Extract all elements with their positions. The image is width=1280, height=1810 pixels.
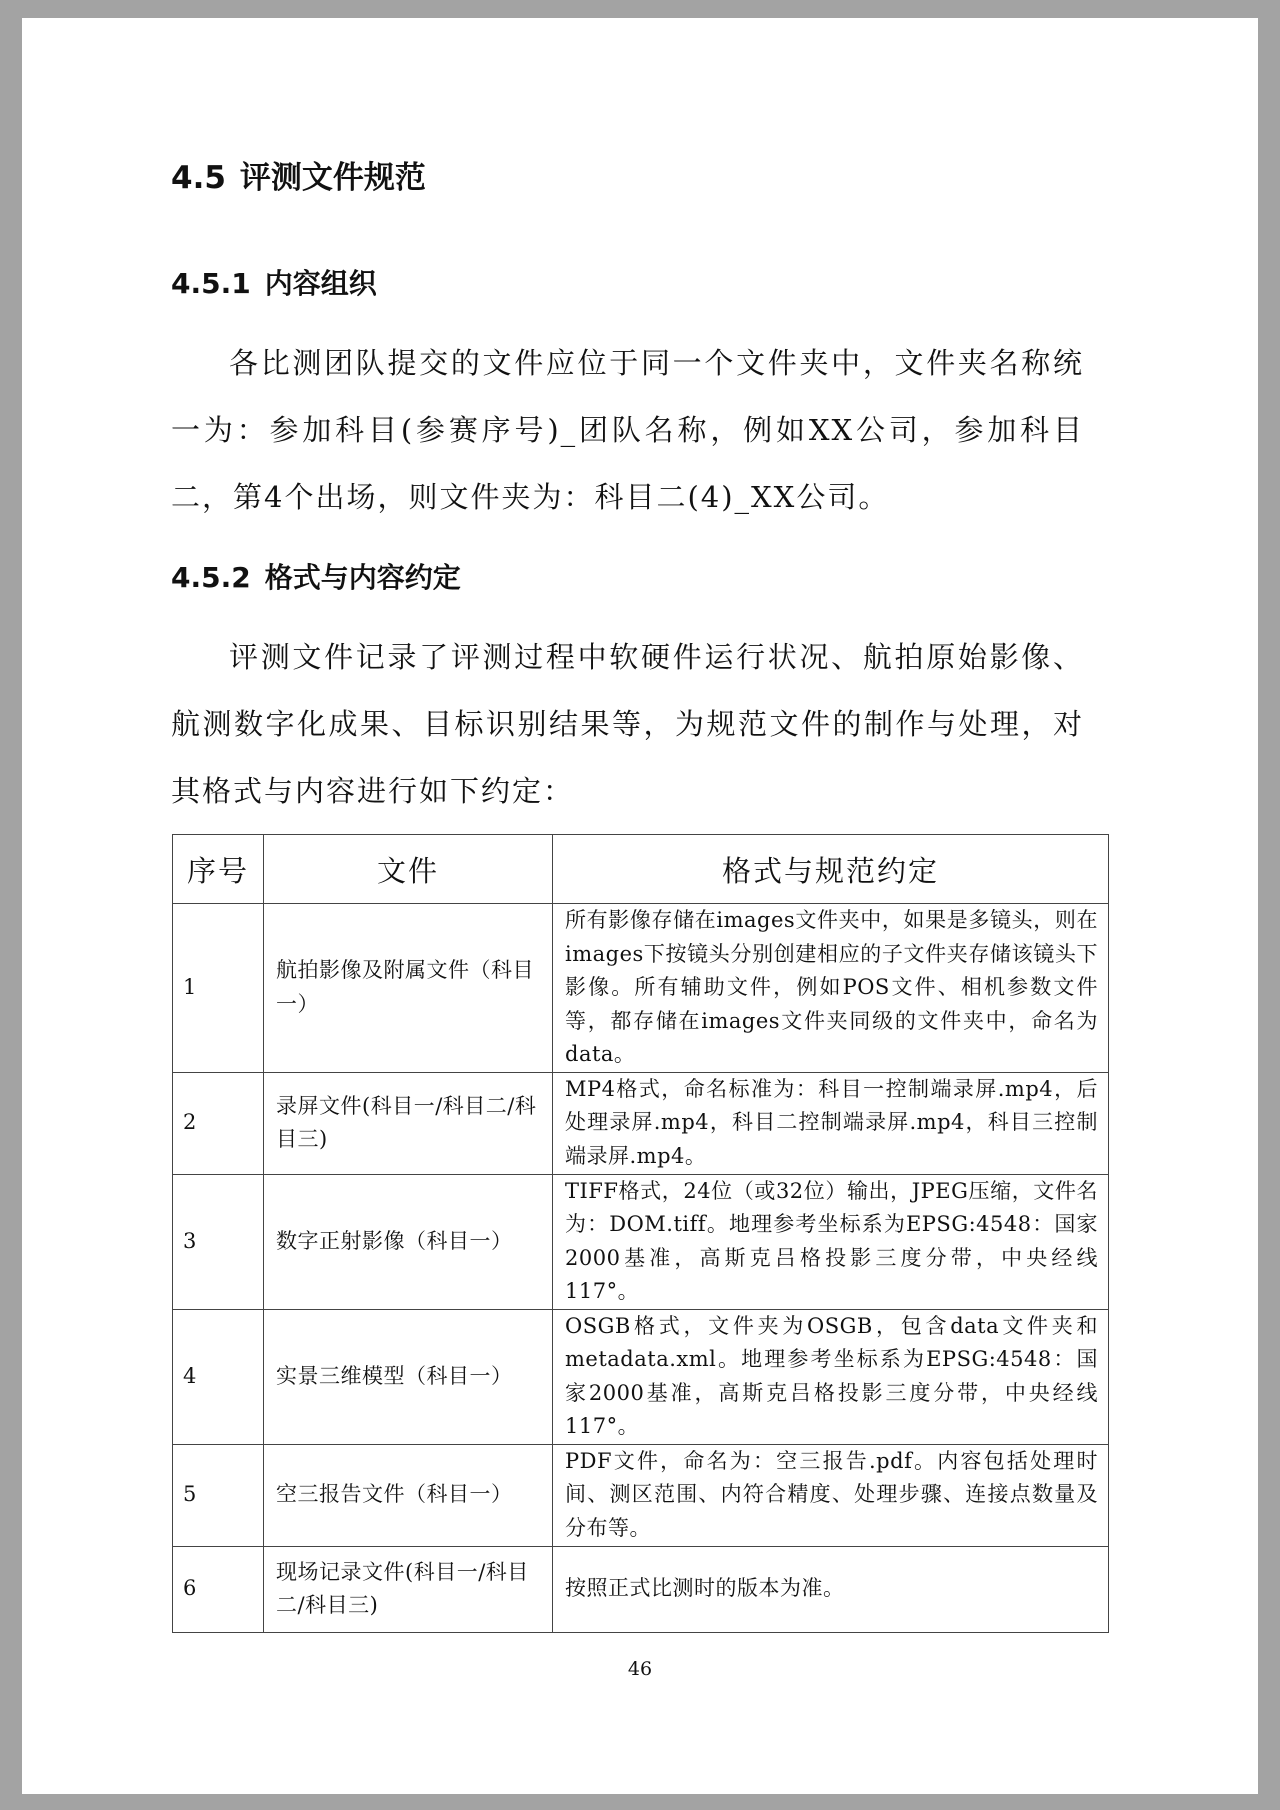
table-row (173, 1444, 1109, 1546)
row-spec: MP4格式，命名标准为：科目一控制端录屏.mp4，后处理录屏.mp4，科目二控制端录屏.mp4，科目三控制端录屏.mp4。 (553, 1072, 1109, 1174)
content-organization-paragraph: 各比测团队提交的文件应位于同一个文件夹中，文件夹名称统一为：参加科目(参赛序号)_团队名称，例如XX公司，参加科目二，第4个出场，则文件夹为：科目二(4)_XX公司。 (171, 346, 1084, 514)
row-file: 实景三维模型（科目一） (264, 1309, 553, 1444)
subsection-title: 内容组织 (264, 267, 377, 300)
section-title: 评测文件规范 (239, 160, 426, 196)
subsection-heading-content-organization (171, 262, 377, 302)
row-number: 4 (173, 1309, 264, 1444)
table-row (173, 904, 1109, 1073)
subsection-title: 格式与内容约定 (264, 561, 461, 594)
header-spec: 格式与规范约定 (553, 835, 1109, 904)
table-row (173, 1174, 1109, 1309)
row-number: 5 (173, 1444, 264, 1546)
row-spec: OSGB格式，文件夹为OSGB，包含data文件夹和metadata.xml。地理参考坐标系为EPSG:4548：国家2000基准，高斯克吕格投影三度分带，中央经线117°。 (553, 1309, 1109, 1444)
row-spec: 按照正式比测时的版本为准。 (553, 1546, 1109, 1632)
row-spec: TIFF格式，24位（或32位）输出，JPEG压缩，文件名为：DOM.tiff。地理参考坐标系为EPSG:4548：国家2000基准，高斯克吕格投影三度分带，中央经线117°。 (553, 1174, 1109, 1309)
section-heading (171, 152, 426, 197)
row-spec: PDF文件，命名为：空三报告.pdf。内容包括处理时间、测区范围、内符合精度、处理步骤、连接点数量及分布等。 (553, 1444, 1109, 1546)
header-file: 文件 (264, 835, 553, 904)
section-number: 4.5 (171, 160, 226, 196)
row-file: 空三报告文件（科目一） (264, 1444, 553, 1546)
row-file: 录屏文件(科目一/科目二/科目三) (264, 1072, 553, 1174)
table-row (173, 1309, 1109, 1444)
row-number: 6 (173, 1546, 264, 1632)
table-row (173, 1072, 1109, 1174)
row-number: 3 (173, 1174, 264, 1309)
row-number: 2 (173, 1072, 264, 1174)
row-spec: 所有影像存储在images文件夹中，如果是多镜头，则在images下按镜头分别创建相应的子文件夹存储该镜头下影像。所有辅助文件，例如POS文件、相机参数文件等，都存储在images文件夹同级的文件夹中，命名为data。 (553, 904, 1109, 1073)
subsection-heading-format-conventions (171, 556, 461, 596)
subsection-number: 4.5.1 (171, 267, 251, 300)
row-file: 现场记录文件(科目一/科目二/科目三) (264, 1546, 553, 1632)
row-file: 航拍影像及附属文件（科目一） (264, 904, 553, 1073)
header-no: 序号 (173, 835, 264, 904)
file-spec-table (172, 834, 1109, 1633)
row-number: 1 (173, 904, 264, 1073)
subsection-number: 4.5.2 (171, 561, 251, 594)
table-header-row (173, 835, 1109, 904)
page-number: 46 (627, 1658, 653, 1680)
row-file: 数字正射影像（科目一） (264, 1174, 553, 1309)
format-conventions-paragraph: 评测文件记录了评测过程中软硬件运行状况、航拍原始影像、航测数字化成果、目标识别结果等，为规范文件的制作与处理，对其格式与内容进行如下约定： (171, 640, 1084, 808)
table-row (173, 1546, 1109, 1632)
